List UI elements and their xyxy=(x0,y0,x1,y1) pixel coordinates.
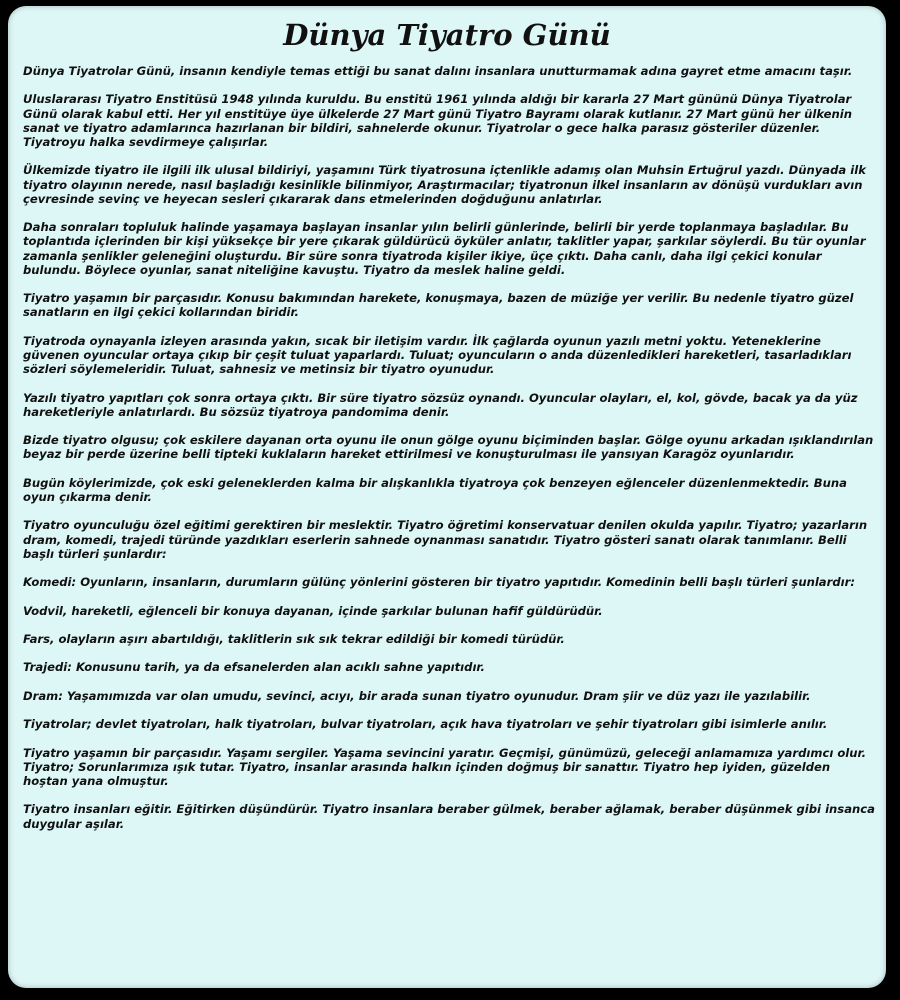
paragraph: Tiyatro yaşamın bir parçasıdır. Yaşamı sergiler. Yaşama sevincini yaratır. Geçmişi, günümüzü, geleceği anlamamıza yardımcı olur. Tiyatro; Sorunlarımıza ışık tutar. Tiyatro, insanlar arasında halkın içinden doğmuş bir sanattır. Tiyatro hep iyiden, güzelden hoştan yana olmuştur. xyxy=(23,745,866,788)
paragraph: Tiyatroda oynayanla izleyen arasında yakın, sıcak bir iletişim vardır. İlk çağlarda oyunun yazılı metni yoktu. Yeteneklerine güvenen oyuncular ortaya çıkıp bir çeşit tuluat yaparlardı. Tuluat; oyuncuların o anda düzenledikleri hareketleri, tasarladıkları sözleri söylemeleridir. Tuluat, sahnesiz ve metinsiz bir tiyatro oyunudur. xyxy=(23,333,852,377)
paragraph: Dünya Tiyatrolar Günü, insanın kendiyle temas ettiği bu sanat dalını insanlara unutturmamak adına gayret etme amacını taşır. xyxy=(23,64,853,78)
paragraph: Bizde tiyatro olgusu; çok eskilere dayanan orta oyunu ile onun gölge oyunu biçiminden başlar. Gölge oyunu arkadan ışıklandırılan beyaz bir perde üzerine belli tipteki kuklaların hareket ettirilmesi ve konuşturulması ile yansıyan Karagöz oyunlarıdır. xyxy=(23,433,874,462)
paragraph: Dram: Yaşamımızda var olan umudu, sevinci, acıyı, bir arada sunan tiyatro oyunudur. Dram şiir ve düz yazı ile yazılabilir. xyxy=(23,688,811,703)
paragraph: Ülkemizde tiyatro ile ilgili ilk ulusal bildiriyi, yaşamını Türk tiyatrosuna içtenlikle adamış olan Muhsin Ertuğrul yazdı. Dünyada ilk tiyatro olayının nerede, nasıl başladığı kesinlikle bilinmiyor, Araştırmacılar; tiyatronun ilkel insanların av dönüşü vurdukları avın çevresinde sevinç ve heyecan sesleri çıkararak dans etmelerinden doğduğunu anlatırlar. xyxy=(23,163,866,206)
paragraph: Fars, olayların aşırı abartıldığı, taklitlerin sık sık tekrar edildiği bir komedi türüdür. xyxy=(23,631,565,646)
paragraph: Tiyatro insanları eğitir. Eğitirken düşündürür. Tiyatro insanlara beraber gülmek, beraber ağlamak, beraber düşünmek gibi insanca duygular aşılar. xyxy=(23,802,875,831)
paragraph: Tiyatrolar; devlet tiyatroları, halk tiyatroları, bulvar tiyatroları, açık hava tiyatroları ve şehir tiyatroları gibi isimlerle anılır. xyxy=(23,717,828,732)
document-panel xyxy=(8,6,886,988)
paragraph: Yazılı tiyatro yapıtları çok sonra ortaya çıktı. Bir süre tiyatro sözsüz oynandı. Oyuncular olayları, el, kol, gövde, bacak ya da yüz hareketleriyle anlatırlardı. Bu sözsüz tiyatroya pandomima denir. xyxy=(23,390,858,419)
paragraph: Daha sonraları topluluk halinde yaşamaya başlayan insanlar yılın belirli günlerinde, belirli bir yerde toplanmaya başladılar. Bu toplantıda içlerinden bir kişi yüksekçe bir yere çıkarak güldürücü öyküler anlatır, taklitler yapar, şarkılar söylerdi. Bu tür oyunlar zamanla şenlikler geleneğini oluşturdu. Bir süre sonra tiyatroda kişiler ikiye, üçe çıktı. Daha canlı, daha ilgi çekici konular bulundu. Böylece oyunlar, sanat niteliğine kavuştu. Tiyatro da meslek haline geldi. xyxy=(23,220,866,277)
paragraph: Trajedi: Konusunu tarih, ya da efsanelerden alan acıklı sahne yapıtıdır. xyxy=(23,660,485,675)
paragraph: Bugün köylerimizde, çok eski geleneklerden kalma bir alışkanlıkla tiyatroya çok benzeyen eğlenceler düzenlenmektedir. Buna oyun çıkarma denir. xyxy=(23,475,847,504)
page-title: Dünya Tiyatro Günü xyxy=(283,18,611,52)
paragraph: Tiyatro yaşamın bir parçasıdır. Konusu bakımından harekete, konuşmaya, bazen de müziğe yer verilir. Bu nedenle tiyatro güzel sanatların en ilgi çekici kollarından biridir. xyxy=(23,291,854,320)
paragraph: Komedi: Oyunların, insanların, durumların gülünç yönlerini gösteren bir tiyatro yapıtıdır. Komedinin belli başlı türleri şunlardır: xyxy=(23,575,855,590)
paragraph: Tiyatro oyunculuğu özel eğitimi gerektiren bir meslektir. Tiyatro öğretimi konservatuar denilen okulda yapılır. Tiyatro; yazarların dram, komedi, trajedi türünde yazdıkları eserlerin sahnede oynanması sanatıdır. Tiyatro gösteri sanatı olarak tanımlanır. Belli başlı türleri şunlardır: xyxy=(23,518,868,561)
paragraph: Uluslararası Tiyatro Enstitüsü 1948 yılında kuruldu. Bu enstitü 1961 yılında aldığı bir kararla 27 Mart gününü Dünya Tiyatrolar Günü olarak kabul etti. Her yıl enstitüye üye ülkelerde 27 Mart günü Tiyatro Bayramı olarak kutlanır. 27 Mart günü her ülkenin sanat ve tiyatro adamlarınca hazırlanan bir bildiri, sahnelerde okunur. Tiyatrolar o gece halka parasız gösteriler düzenler. Tiyatroyu halka sevdirmeye çalışırlar. xyxy=(23,92,853,149)
paragraph: Vodvil, hareketli, eğlenceli bir konuya dayanan, içinde şarkılar bulunan hafif güldürüdür. xyxy=(23,603,603,618)
document-body xyxy=(23,64,878,845)
